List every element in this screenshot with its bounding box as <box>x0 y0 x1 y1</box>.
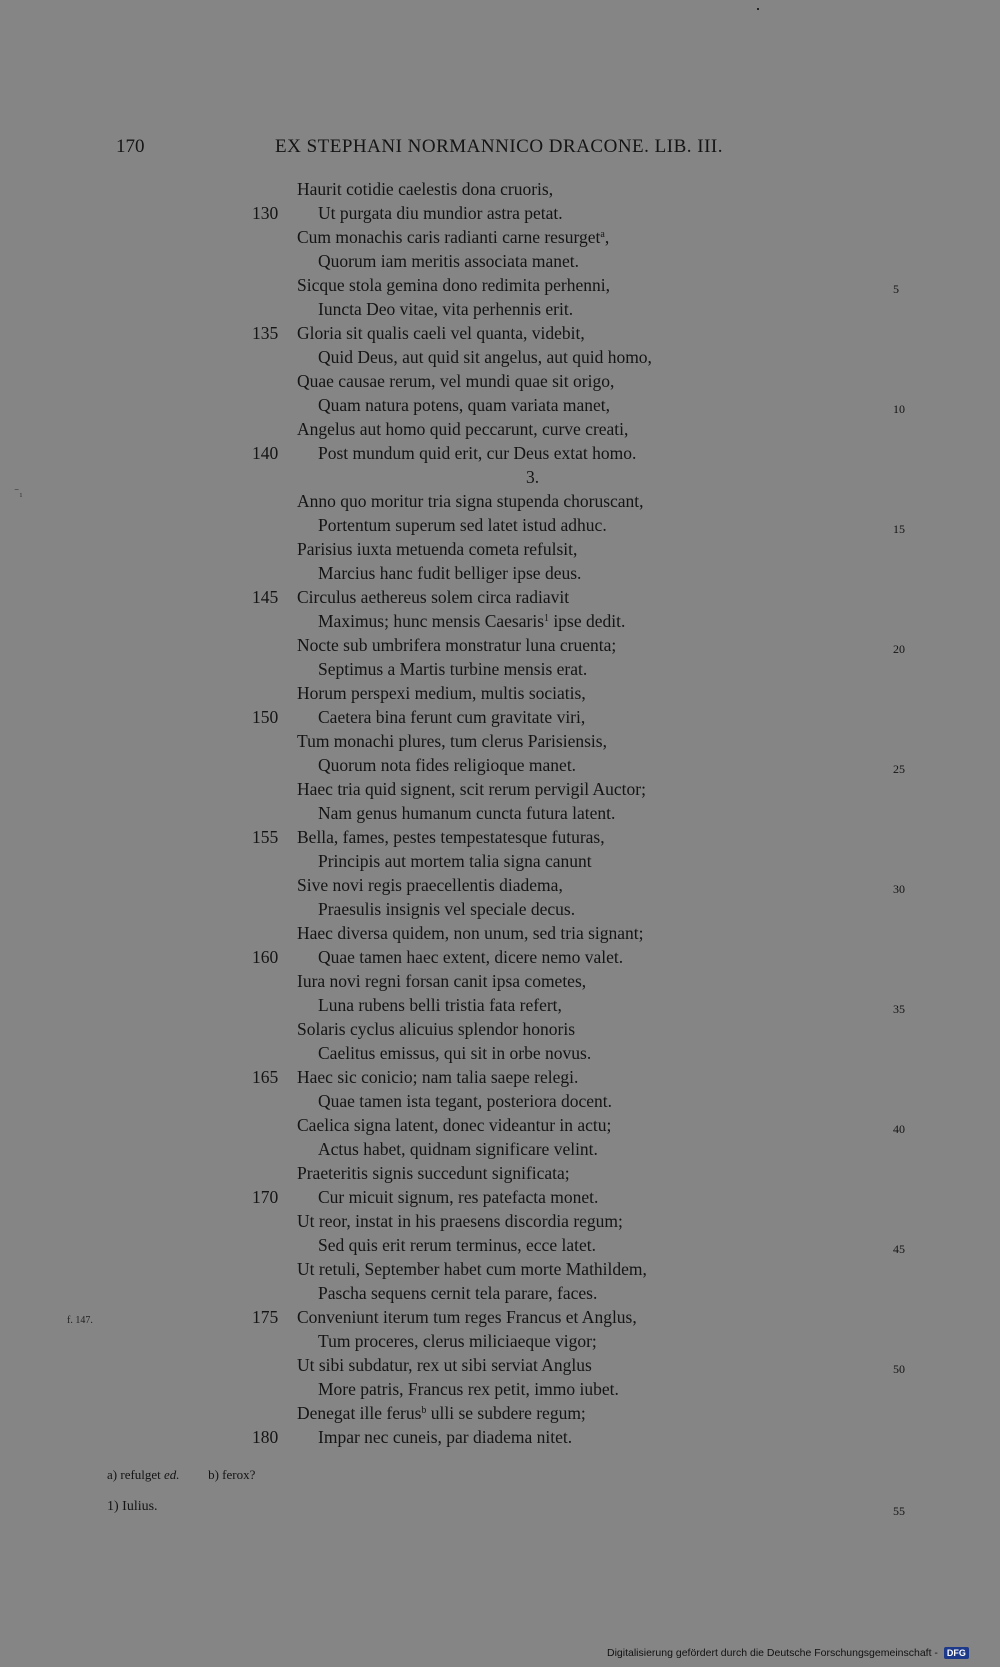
verse-text-main: Quae tamen ista tegant, posteriora docent. <box>318 1091 612 1111</box>
verse-text-main: Sicque stola gemina dono redimita perhenni, <box>297 275 610 295</box>
verse-line <box>0 249 1000 273</box>
verse-text-main: Maximus; hunc mensis Caesaris <box>318 611 545 631</box>
verse-text <box>297 825 605 849</box>
side-line-number: 10 <box>893 402 905 416</box>
verse-text-main: Parisius iuxta metuenda cometa refulsit, <box>297 539 578 559</box>
verse-text-main: Haec tria quid signent, scit rerum pervigil Auctor; <box>297 779 646 799</box>
verse-text-main: Denegat ille ferus <box>297 1403 422 1423</box>
verse-text-main: Quorum iam meritis associata manet. <box>318 251 579 271</box>
verse-text-main: Circulus aethereus solem circa radiavit <box>297 587 570 607</box>
side-line-number: 45 <box>893 1242 905 1256</box>
verse-line <box>0 1041 1000 1065</box>
verse-text <box>318 393 610 417</box>
verse-text <box>318 1233 596 1257</box>
footnote-marker[interactable]: 1 <box>544 613 550 624</box>
side-line-number: 25 <box>893 762 905 776</box>
verse-line <box>0 345 1000 369</box>
verse-line <box>0 969 1000 993</box>
verse-text-main: Cum monachis caris radianti carne resurget <box>297 227 601 247</box>
footer-credit: Digitalisierung gefördert durch die Deutsche Forschungsgemeinschaft - <box>607 1647 938 1659</box>
verse-text <box>318 1089 612 1113</box>
verse-text <box>318 993 562 1017</box>
verse-text-main: 3. <box>526 467 540 487</box>
verse-text-main: Quam natura potens, quam variata manet, <box>318 395 611 415</box>
verse-text-main: Septimus a Martis turbine mensis erat. <box>318 659 588 679</box>
footnote-marker[interactable]: b <box>421 1405 427 1416</box>
verse-text <box>297 1209 623 1233</box>
verse-text <box>318 345 652 369</box>
verse-text-main: Caelitus emissus, qui sit in orbe novus. <box>318 1043 592 1063</box>
footnote-a-text: refulget <box>120 1467 161 1482</box>
footnote-1 <box>107 1499 158 1515</box>
verse-line <box>0 1113 1000 1137</box>
footnote-1-label: 1) <box>107 1499 119 1514</box>
verse-line <box>0 1065 1000 1089</box>
side-line-number: 35 <box>893 1002 905 1016</box>
page-header <box>0 136 1000 162</box>
verse-line <box>0 705 1000 729</box>
verse-text <box>297 1017 575 1041</box>
verse-line <box>0 393 1000 417</box>
footnote-b-text: ferox? <box>222 1467 256 1482</box>
verse-text <box>297 1113 611 1137</box>
verse-line <box>0 321 1000 345</box>
verse-number: 140 <box>252 443 279 463</box>
verse-text-main: Anno quo moritur tria signa stupenda choruscant, <box>297 491 644 511</box>
verse-text-main: Iuncta Deo vitae, vita perhennis erit. <box>318 299 574 319</box>
digitization-footer <box>607 1647 969 1659</box>
verse-line <box>0 585 1000 609</box>
verse-text-main: Ut purgata diu mundior astra petat. <box>318 203 563 223</box>
verse-text <box>297 273 610 297</box>
verse-line <box>0 1353 1000 1377</box>
running-title: EX STEPHANI NORMANNICO DRACONE. LIB. III. <box>275 136 723 157</box>
verse-text <box>318 441 636 465</box>
verse-text <box>297 921 644 945</box>
verse-text <box>297 225 609 249</box>
verse-text-main: Gloria sit qualis caeli vel quanta, videbit, <box>297 323 585 343</box>
left-margin-mark: ⁻₁ <box>14 487 23 498</box>
verse-text <box>297 537 577 561</box>
verse-text-main: Quorum nota fides religioque manet. <box>318 755 577 775</box>
verse-text <box>297 585 569 609</box>
verse-text <box>318 945 623 969</box>
verse-number: 135 <box>252 323 279 343</box>
verse-line <box>0 1161 1000 1185</box>
verse-text <box>318 297 573 321</box>
verse-text-main: More patris, Francus rex petit, immo iubet. <box>318 1379 619 1399</box>
verse-text-main: Solaris cyclus alicuius splendor honoris <box>297 1019 576 1039</box>
verse-text <box>297 417 628 441</box>
verse-number: 155 <box>252 827 279 847</box>
verse-text-main: Conveniunt iterum tum reges Francus et Anglus, <box>297 1307 637 1327</box>
verse-number: 165 <box>252 1067 279 1087</box>
verse-line <box>0 993 1000 1017</box>
verse-text-main: Pascha sequens cernit tela parare, faces. <box>318 1283 598 1303</box>
verse-text <box>297 177 553 201</box>
verse-text <box>318 1329 597 1353</box>
verse-line <box>0 417 1000 441</box>
verse-line <box>0 921 1000 945</box>
verse-text-main: Ut reor, instat in his praesens discordia regum; <box>297 1211 623 1231</box>
folio-mark: f. 147. <box>67 1315 93 1326</box>
verse-line <box>0 513 1000 537</box>
verse-text-main: Angelus aut homo quid peccarunt, curve creati, <box>297 419 629 439</box>
verse-text <box>318 1377 619 1401</box>
verse-line <box>0 897 1000 921</box>
verse-text <box>526 465 539 489</box>
verse-text <box>297 1401 586 1425</box>
verse-line <box>0 1233 1000 1257</box>
verse-text-main: Praeteritis signis succedunt significata; <box>297 1163 570 1183</box>
verse-line <box>0 1305 1000 1329</box>
verse-text <box>318 705 585 729</box>
verse-line <box>0 945 1000 969</box>
verse-text <box>318 1041 591 1065</box>
verse-text-main: Cur micuit signum, res patefacta monet. <box>318 1187 599 1207</box>
verse-line <box>0 849 1000 873</box>
verse-line <box>0 1257 1000 1281</box>
verse-number: 130 <box>252 203 279 223</box>
verse-line <box>0 1137 1000 1161</box>
verse-text <box>297 1257 647 1281</box>
verse-text <box>318 609 625 633</box>
verse-line <box>0 441 1000 465</box>
verse-line <box>0 609 1000 633</box>
verse-text-main: Horum perspexi medium, multis sociatis, <box>297 683 586 703</box>
verse-number: 160 <box>252 947 279 967</box>
verse-text-main: Tum proceres, clerus miliciaeque vigor; <box>318 1331 597 1351</box>
verse-text <box>318 657 587 681</box>
verse-text-tail: ulli se subdere regum; <box>426 1403 586 1423</box>
verse-line <box>0 1281 1000 1305</box>
verse-line <box>0 369 1000 393</box>
verse-text <box>297 1353 592 1377</box>
verse-text-main: Praesulis insignis vel speciale decus. <box>318 899 576 919</box>
verse-text-main: Haurit cotidie caelestis dona cruoris, <box>297 179 554 199</box>
verse-line <box>0 561 1000 585</box>
verse-text-main: Tum monachi plures, tum clerus Parisiensis, <box>297 731 607 751</box>
verse-text-main: Iura novi regni forsan canit ipsa cometes, <box>297 971 587 991</box>
verse-line <box>0 825 1000 849</box>
verse-text-main: Luna rubens belli tristia fata refert, <box>318 995 562 1015</box>
verse-line <box>0 657 1000 681</box>
verse-line <box>0 489 1000 513</box>
side-line-number: 15 <box>893 522 905 536</box>
verse-text <box>297 1305 637 1329</box>
verse-line <box>0 873 1000 897</box>
verse-line <box>0 1401 1000 1425</box>
verse-text-main: Sive novi regis praecellentis diadema, <box>297 875 563 895</box>
side-line-number-55: 55 <box>893 1504 905 1518</box>
verse-line <box>0 1017 1000 1041</box>
verse-line <box>0 273 1000 297</box>
verse-text-main: Quae causae rerum, vel mundi quae sit origo, <box>297 371 615 391</box>
verse-line <box>0 1089 1000 1113</box>
verse-text <box>318 513 607 537</box>
verse-text <box>318 249 579 273</box>
footnote-1-text: Iulius. <box>122 1499 158 1514</box>
verse-line <box>0 681 1000 705</box>
verse-text <box>297 489 644 513</box>
verse-text <box>318 561 581 585</box>
verse-text <box>318 1281 597 1305</box>
verse-text <box>318 201 563 225</box>
side-line-number: 50 <box>893 1362 905 1376</box>
verse-text-main: Quid Deus, aut quid sit angelus, aut quid homo, <box>318 347 652 367</box>
verse-text <box>297 369 614 393</box>
section-heading <box>0 465 1000 489</box>
verse-text <box>297 1161 570 1185</box>
page-number: 170 <box>116 136 145 157</box>
dfg-logo[interactable]: DFG <box>944 1647 969 1659</box>
verse-text-main: Actus habet, quidnam significare velint. <box>318 1139 598 1159</box>
verse-text-main: Impar nec cuneis, par diadema nitet. <box>318 1427 573 1447</box>
verse-text-tail: ipse dedit. <box>549 611 626 631</box>
verse-text-main: Nocte sub umbrifera monstratur luna cruenta; <box>297 635 617 655</box>
verse-text-main: Quae tamen haec extent, dicere nemo valet. <box>318 947 624 967</box>
verse-text <box>297 1065 578 1089</box>
footnote-a-b <box>107 1467 255 1483</box>
footnote-b-label: b) <box>208 1467 219 1482</box>
verse-text-main: Haec sic conicio; nam talia saepe relegi. <box>297 1067 579 1087</box>
footnote-a-source: ed. <box>164 1467 180 1482</box>
verse-text-main: Caetera bina ferunt cum gravitate viri, <box>318 707 586 727</box>
verse-text <box>297 969 586 993</box>
verse-text <box>318 801 615 825</box>
verse-text <box>318 1185 598 1209</box>
verse-line <box>0 297 1000 321</box>
verse-text <box>318 849 592 873</box>
verse-text <box>318 1425 572 1449</box>
verse-text-tail: , <box>604 227 610 247</box>
verse-text-main: Nam genus humanum cuncta futura latent. <box>318 803 616 823</box>
verse-text-main: Bella, fames, pestes tempestatesque futuras, <box>297 827 605 847</box>
verse-number: 145 <box>252 587 279 607</box>
verse-text-main: Principis aut mortem talia signa canunt <box>318 851 592 871</box>
verse-number: 150 <box>252 707 279 727</box>
verse-text <box>318 1137 598 1161</box>
verse-line <box>0 177 1000 201</box>
verse-text-main: Caelica signa latent, donec videantur in actu; <box>297 1115 612 1135</box>
footnote-a-label: a) <box>107 1467 118 1482</box>
verse-text-main: Haec diversa quidem, non unum, sed tria signant; <box>297 923 644 943</box>
verse-text-main: Portentum superum sed latet istud adhuc. <box>318 515 607 535</box>
speck-mark <box>757 8 759 10</box>
verse-text <box>297 777 646 801</box>
side-line-number: 5 <box>893 282 899 296</box>
verse-line <box>0 201 1000 225</box>
verse-text <box>297 729 607 753</box>
verse-line <box>0 777 1000 801</box>
verse-text-main: Marcius hanc fudit belliger ipse deus. <box>318 563 582 583</box>
footnote-marker[interactable]: a <box>600 229 605 240</box>
verse-line <box>0 1377 1000 1401</box>
verse-line <box>0 1425 1000 1449</box>
verse-text <box>318 897 575 921</box>
verse-text <box>297 873 563 897</box>
verse-line <box>0 753 1000 777</box>
poem-text <box>0 177 1000 1449</box>
verse-text <box>318 753 576 777</box>
verse-text-main: Sed quis erit rerum terminus, ecce latet. <box>318 1235 596 1255</box>
side-line-number: 40 <box>893 1122 905 1136</box>
verse-number: 180 <box>252 1427 279 1447</box>
verse-number: 175 <box>252 1307 279 1327</box>
verse-line <box>0 801 1000 825</box>
verse-text <box>297 681 586 705</box>
verse-text <box>297 321 585 345</box>
verse-line <box>0 537 1000 561</box>
verse-line <box>0 1329 1000 1353</box>
verse-text-main: Ut retuli, September habet cum morte Mathildem, <box>297 1259 647 1279</box>
verse-number: 170 <box>252 1187 279 1207</box>
verse-line <box>0 1185 1000 1209</box>
verse-text <box>297 633 616 657</box>
verse-line <box>0 633 1000 657</box>
side-line-number: 20 <box>893 642 905 656</box>
verse-line <box>0 729 1000 753</box>
side-line-number: 30 <box>893 882 905 896</box>
verse-line <box>0 1209 1000 1233</box>
verse-line <box>0 225 1000 249</box>
verse-text-main: Ut sibi subdatur, rex ut sibi serviat Anglus <box>297 1355 592 1375</box>
verse-text-main: Post mundum quid erit, cur Deus extat homo. <box>318 443 637 463</box>
